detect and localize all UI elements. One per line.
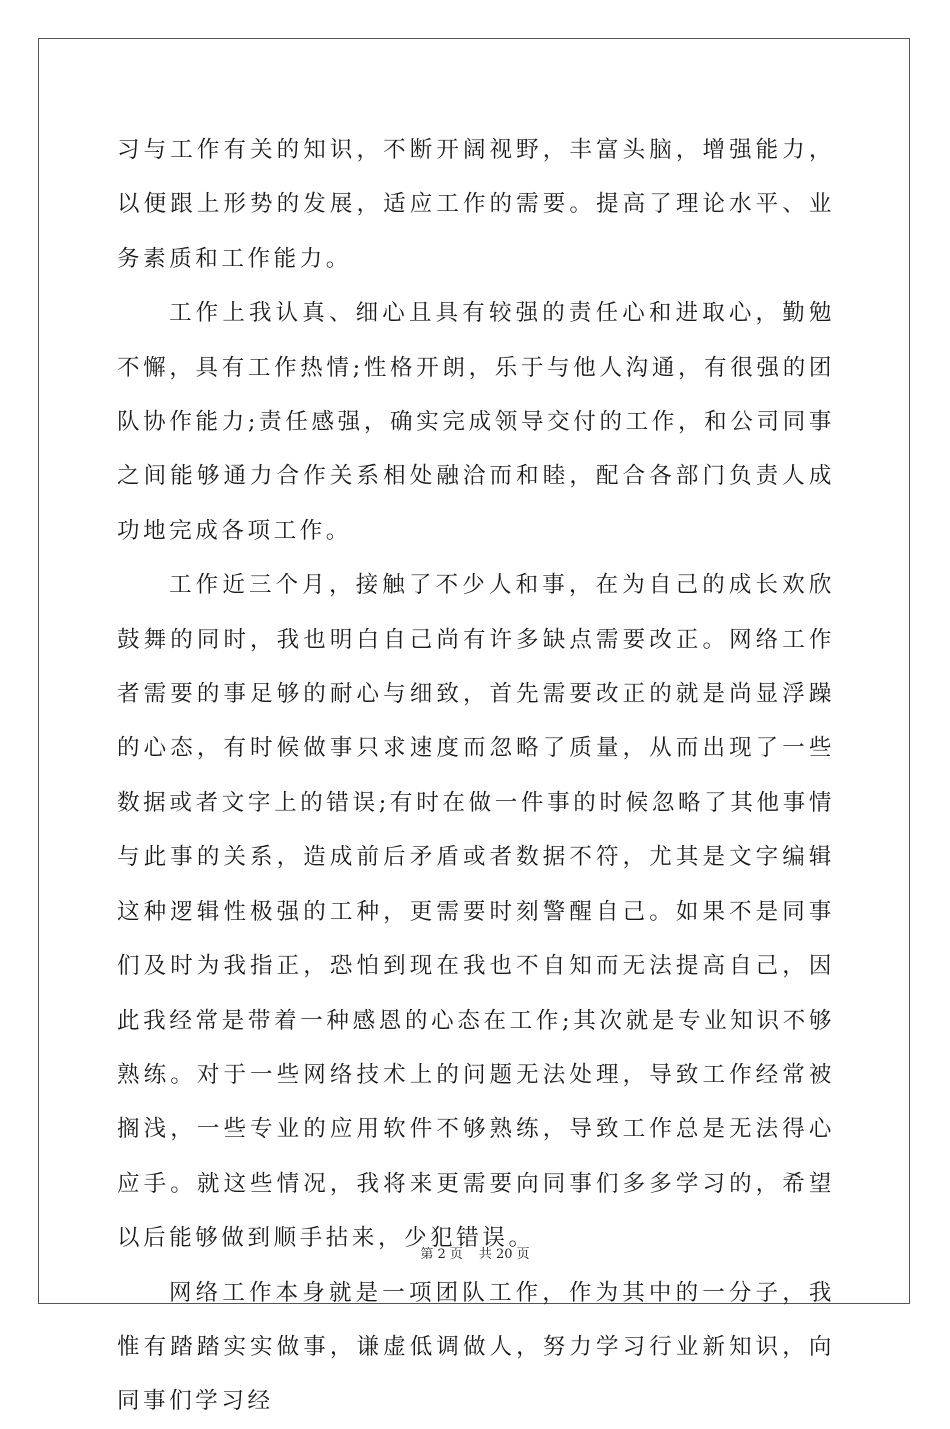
paragraph: 工作近三个月，接触了不少人和事，在为自己的成长欢欣鼓舞的同时，我也明白自己尚有许多缺点需要改正。网络工作者需要的事足够的耐心与细致，首先需要改正的就是尚显浮躁的心态，有时候做事只求速度而忽略了质量，从而出现了一些数据或者文字上的错误;有时在做一件事的时候忽略了其他事情与此事的关系，造成前后矛盾或者数据不符，尤其是文字编辑这种逻辑性极强的工种，更需要时刻警醒自己。如果不是同事们及时为我指正，恐怕到现在我也不自知而无法提高自己，因此我经常是带着一种感恩的心态在工作;其次就是专业知识不够熟练。对于一些网络技术上的问题无法处理，导致工作经常被搁浅，一些专业的应用软件不够熟练，导致工作总是无法得心应手。就这些情况，我将来更需要向同事们多多学习的，希望以后能够做到顺手拈来，少犯错误。	[117, 572, 835, 1252]
page-total: 共 20 页	[478, 1247, 530, 1262]
paragraph: 工作上我认真、细心且具有较强的责任心和进取心，勤勉不懈，具有工作热情;性格开朗，乐于与他人沟通，有很强的团队协作能力;责任感强，确实完成领导交付的工作，和公司同事之间能够通力合作关系相处融洽而和睦，配合各部门负责人成功地完成各项工作。	[117, 300, 835, 544]
document-body	[117, 123, 835, 1429]
paragraph: 习与工作有关的知识，不断开阔视野，丰富头脑，增强能力，以便跟上形势的发展，适应工作的需要。提高了理论水平、业务素质和工作能力。	[117, 137, 835, 272]
page-number: 第 2 页	[420, 1247, 463, 1262]
page-footer	[0, 1243, 950, 1262]
paragraph: 网络工作本身就是一项团队工作，作为其中的一分子，我惟有踏踏实实做事，谦虚低调做人，努力学习行业新知识，向同事们学习经	[117, 1279, 835, 1415]
